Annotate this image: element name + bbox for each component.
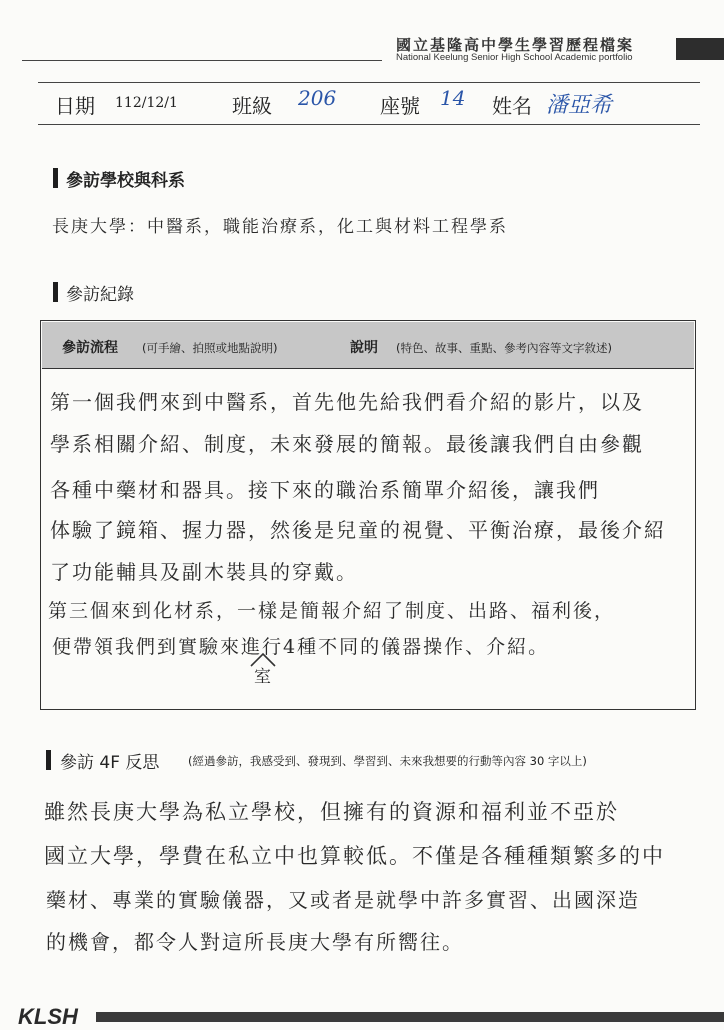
name-label: 姓名 — [492, 94, 532, 118]
class-label: 班級 — [232, 94, 272, 118]
insertion-char: 室 — [254, 667, 271, 684]
flow-heading-note: (可手繪、拍照或地點說明) — [142, 341, 278, 355]
reflection-line: 國立大學，學費在私立中也算較低。不僅是各種種類繁多的中 — [44, 844, 665, 868]
section3-subtitle: (經過參訪，我感受到、發現到、學習到、未來我想要的行動等內容 30 字以上) — [188, 754, 587, 768]
record-line: 体驗了鏡箱、握力器，然後是兒童的視覺、平衡治療，最後介紹 — [50, 518, 666, 542]
header-block — [676, 38, 724, 60]
portfolio-title-en: National Keelung Senior High School Academic portfolio — [396, 52, 633, 63]
date-value: 112/12/1 — [115, 95, 178, 111]
name-value: 潘亞希 — [546, 93, 613, 118]
date-label: 日期 — [55, 94, 95, 118]
record-line: 學系相關介紹、制度，未來發展的簡報。最後讓我們自由參觀 — [50, 432, 644, 456]
info-top-rule — [38, 82, 700, 83]
portfolio-title-zh: 國立基隆高中學生學習歷程檔案 — [396, 36, 635, 54]
section1-marker — [53, 168, 58, 188]
section3-title: 參訪 4F 反思 — [60, 753, 160, 773]
record-line: 了功能輔具及副木裝具的穿戴。 — [50, 560, 358, 584]
seat-value: 14 — [440, 86, 466, 110]
reflection-line: 的機會，都令人對這所長庚大學有所嚮往。 — [46, 930, 464, 954]
seat-label: 座號 — [380, 94, 420, 118]
header-rule — [22, 60, 382, 61]
section3-marker — [46, 750, 51, 770]
desc-heading: 說明 — [350, 340, 378, 356]
record-line: 各種中藥材和器具。接下來的職治系簡單介紹後，讓我們 — [50, 478, 600, 502]
section1-title: 參訪學校與科系 — [66, 171, 185, 191]
class-value: 206 — [298, 86, 337, 110]
record-line: 第一個我們來到中醫系，首先他先給我們看介紹的影片，以及 — [50, 390, 644, 414]
desc-heading-note: (特色、故事、重點、參考內容等文字敘述) — [396, 341, 612, 355]
reflection-line: 雖然長庚大學為私立學校，但擁有的資源和福利並不亞於 — [44, 800, 619, 824]
record-line: 第三個來到化材系，一樣是簡報介紹了制度、出路、福利後， — [48, 600, 616, 622]
section2-title: 參訪紀錄 — [66, 285, 134, 305]
flow-heading: 參訪流程 — [62, 340, 118, 356]
record-line: 便帶領我們到實驗來進行4種不同的儀器操作、介紹。 — [52, 636, 550, 658]
section1-content: 長庚大學：中醫系，職能治療系，化工與材料工程學系 — [52, 217, 508, 237]
section2-marker — [53, 282, 58, 302]
school-logo: KLSH — [18, 1004, 78, 1029]
insertion-caret — [248, 652, 278, 684]
reflection-line: 藥材、專業的實驗儀器，又或者是就學中許多實習、出國深造 — [46, 888, 640, 912]
footer-bar — [96, 1012, 724, 1022]
info-bottom-rule — [38, 124, 700, 125]
